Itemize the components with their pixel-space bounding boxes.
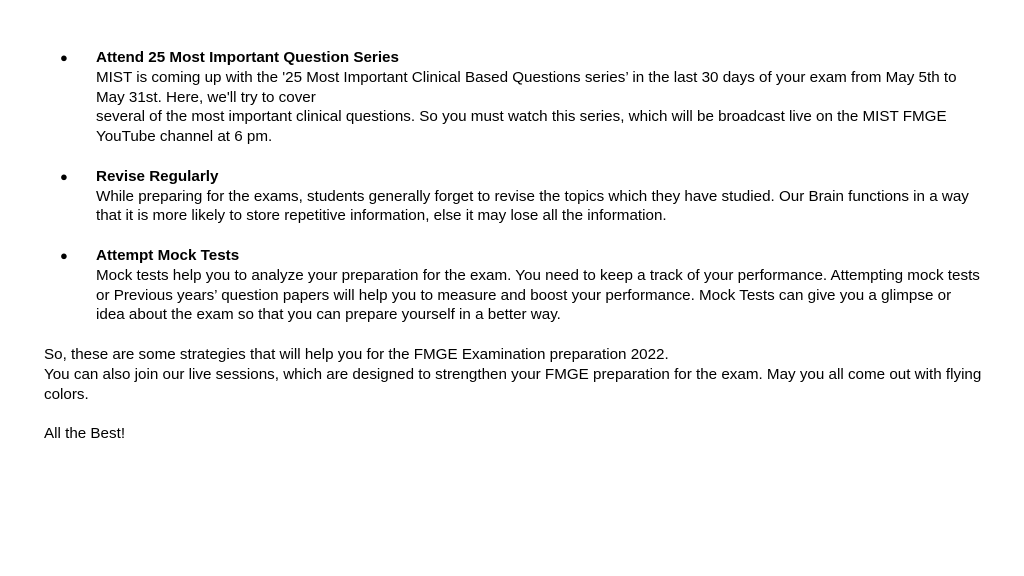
bullet-title: Attend 25 Most Important Question Series bbox=[96, 49, 399, 66]
list-item bbox=[44, 246, 984, 325]
bullet-text: While preparing for the exams, students generally forget to revise the topics which they have studied. Our Brain functions in a way that it is more likely to store repetitive information, else it may lose all the information. bbox=[96, 187, 969, 225]
bullet-text: Mock tests help you to analyze your preparation for the exam. You need to keep a track of your performance. Attempting mock tests or Previous years’ question papers will help you to measure and boost your performance. Mock Tests can give you a glimpse or idea about the exam so that you can prepare yourself in a better way. bbox=[96, 266, 980, 324]
strategy-list bbox=[44, 48, 984, 325]
bullet-icon: ● bbox=[60, 50, 68, 65]
bullet-text: several of the most important clinical questions. So you must watch this series, which will be broadcast live on the MIST FMGE YouTube channel at 6 pm. bbox=[96, 108, 947, 146]
list-item bbox=[44, 167, 984, 226]
list-item bbox=[44, 48, 984, 147]
signoff-text: All the Best! bbox=[44, 425, 126, 443]
closing-line: So, these are some strategies that will help you for the FMGE Examination preparation 2022. bbox=[44, 345, 669, 363]
bullet-text: MIST is coming up with the '25 Most Important Clinical Based Questions series’ in the last 30 days of your exam from May 5th to May 31st. Here, we'll try to cover bbox=[96, 68, 957, 106]
bullet-icon: ● bbox=[60, 168, 68, 184]
spacer bbox=[44, 404, 984, 424]
closing-section bbox=[44, 345, 984, 444]
bullet-icon: ● bbox=[60, 247, 68, 263]
closing-line: You can also join our live sessions, which are designed to strengthen your FMGE preparation for the exam. May you all come out with flying colors. bbox=[44, 365, 982, 403]
bullet-title: Attempt Mock Tests bbox=[96, 246, 240, 264]
bullet-title: Revise Regularly bbox=[96, 167, 219, 185]
